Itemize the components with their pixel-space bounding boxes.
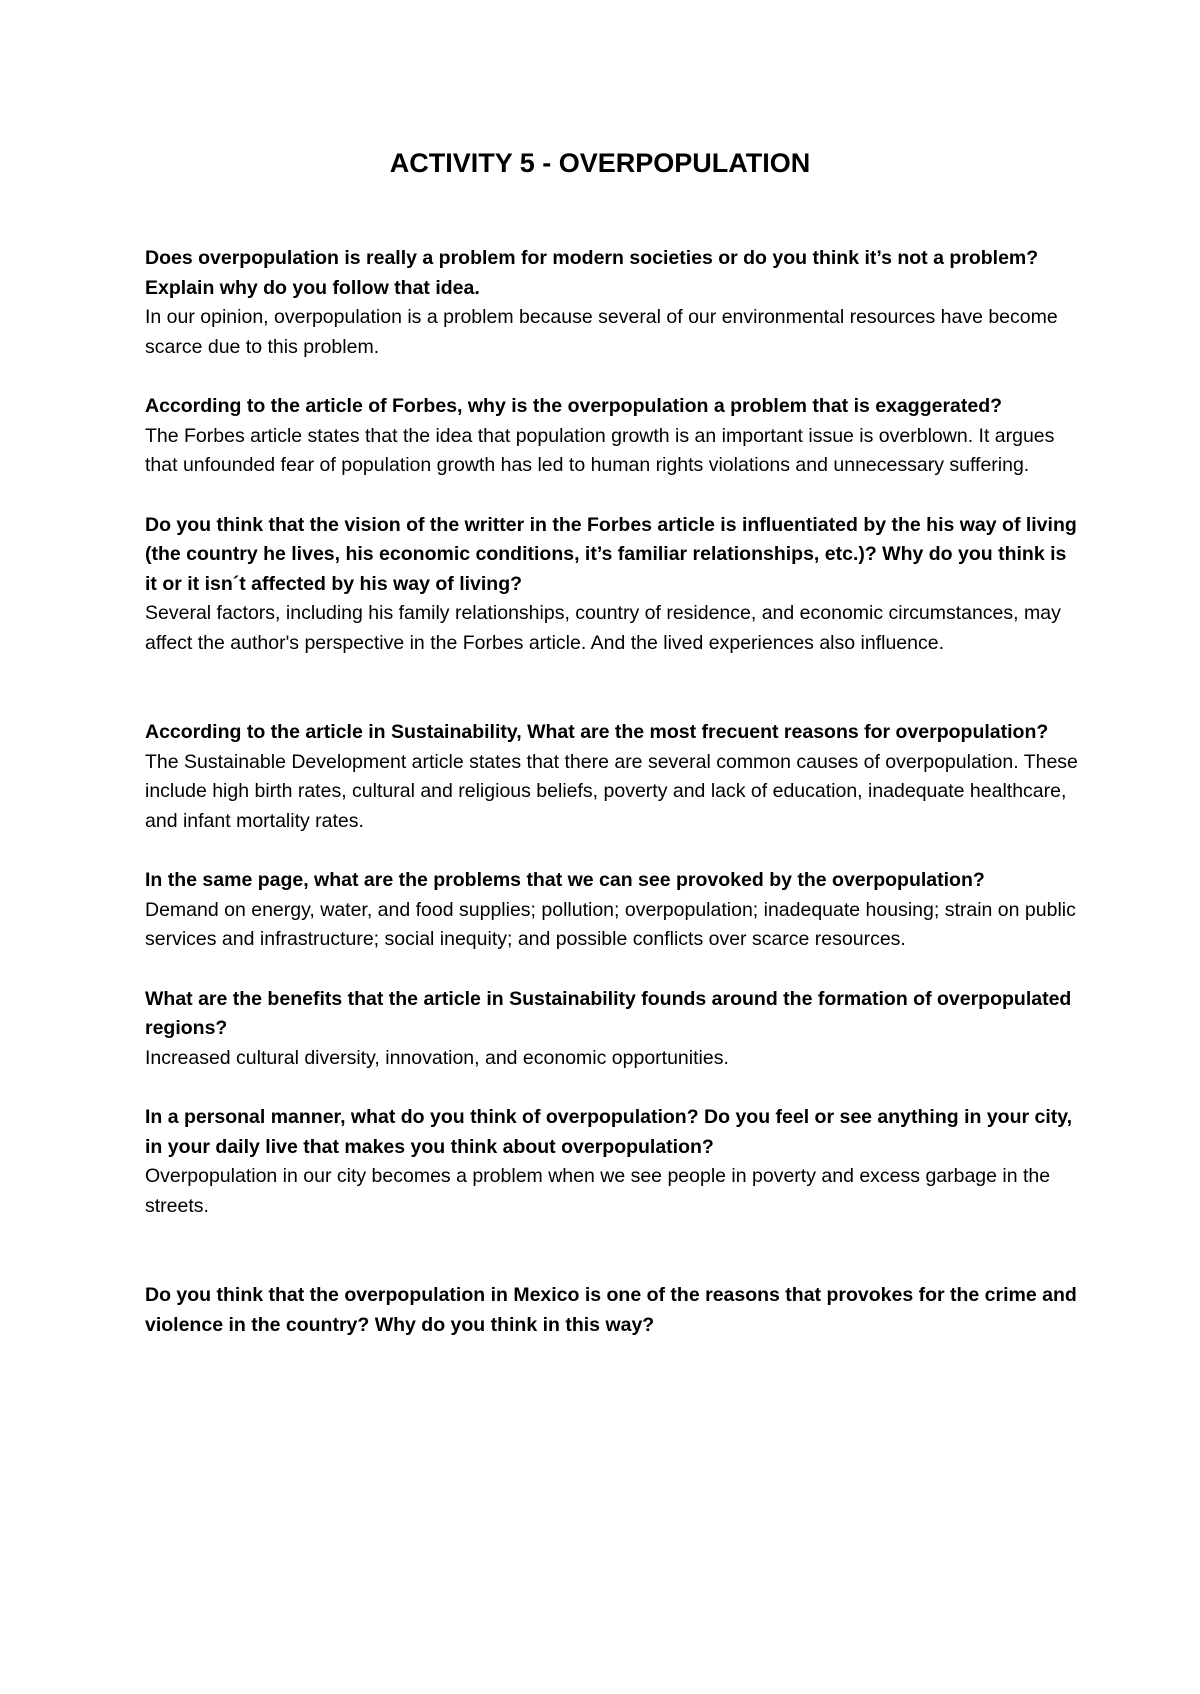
- qa-item-6: [145, 985, 1080, 1074]
- spacer: [145, 1073, 1080, 1103]
- document-title: ACTIVITY 5 - OVERPOPULATION: [389, 148, 811, 178]
- answer-6: Increased cultural diversity, innovation, and economic opportunities.: [145, 1046, 729, 1069]
- question-5: In the same page, what are the problems that we can see provoked by the overpopulation?: [145, 869, 985, 891]
- qa-item-3: [145, 511, 1080, 659]
- question-3: Do you think that the vision of the writter in the Forbes article is influentiated by the his way of living (the country he lives, his economic conditions, it’s familiar relationships, etc.)? Why do you think is it or it isn´t affected by his way of living?: [145, 513, 1077, 595]
- answer-7: Overpopulation in our city becomes a problem when we see people in poverty and excess garbage in the streets.: [145, 1165, 1051, 1217]
- spacer: [145, 362, 1080, 392]
- qa-item-7: [145, 1103, 1080, 1221]
- question-2: According to the article of Forbes, why is the overpopulation a problem that is exaggerated?: [145, 395, 1003, 417]
- spacer: [145, 658, 1080, 718]
- qa-item-4: [145, 718, 1080, 836]
- qa-item-8: [145, 1281, 1080, 1340]
- qa-item-2: [145, 392, 1080, 481]
- document-body: [145, 244, 1080, 1340]
- question-4: According to the article in Sustainability, What are the most frecuent reasons for overpopulation?: [145, 721, 1049, 743]
- qa-item-5: [145, 866, 1080, 955]
- qa-item-1: [145, 244, 1080, 362]
- question-6: What are the benefits that the article in Sustainability founds around the formation of overpopulated regions?: [145, 987, 1072, 1039]
- answer-2: The Forbes article states that the idea that population growth is an important issue is overblown. It argues that unfounded fear of population growth has led to human rights violations and unnecessary suffering.: [145, 424, 1055, 476]
- spacer: [145, 1221, 1080, 1281]
- question-1: Does overpopulation is really a problem for modern societies or do you think it’s not a problem? Explain why do you follow that idea.: [145, 247, 1039, 299]
- question-8: Do you think that the overpopulation in Mexico is one of the reasons that provokes for the crime and violence in the country? Why do you think in this way?: [145, 1284, 1077, 1336]
- spacer: [145, 836, 1080, 866]
- spacer: [145, 955, 1080, 985]
- spacer: [145, 481, 1080, 511]
- answer-1: In our opinion, overpopulation is a problem because several of our environmental resources have become scarce due to this problem.: [145, 306, 1058, 358]
- question-7: In a personal manner, what do you think of overpopulation? Do you feel or see anything in your city, in your daily live that makes you think about overpopulation?: [145, 1106, 1073, 1158]
- answer-4: The Sustainable Development article states that there are several common causes of overpopulation. These include high birth rates, cultural and religious beliefs, poverty and lack of education, inadequate healthcare, and infant mortality rates.: [145, 750, 1078, 832]
- answer-5: Demand on energy, water, and food supplies; pollution; overpopulation; inadequate housing; strain on public services and infrastructure; social inequity; and possible conflicts over scarce resources.: [145, 898, 1076, 950]
- answer-3: Several factors, including his family relationships, country of residence, and economic circumstances, may affect the author's perspective in the Forbes article. And the lived experiences also influence.: [145, 602, 1061, 654]
